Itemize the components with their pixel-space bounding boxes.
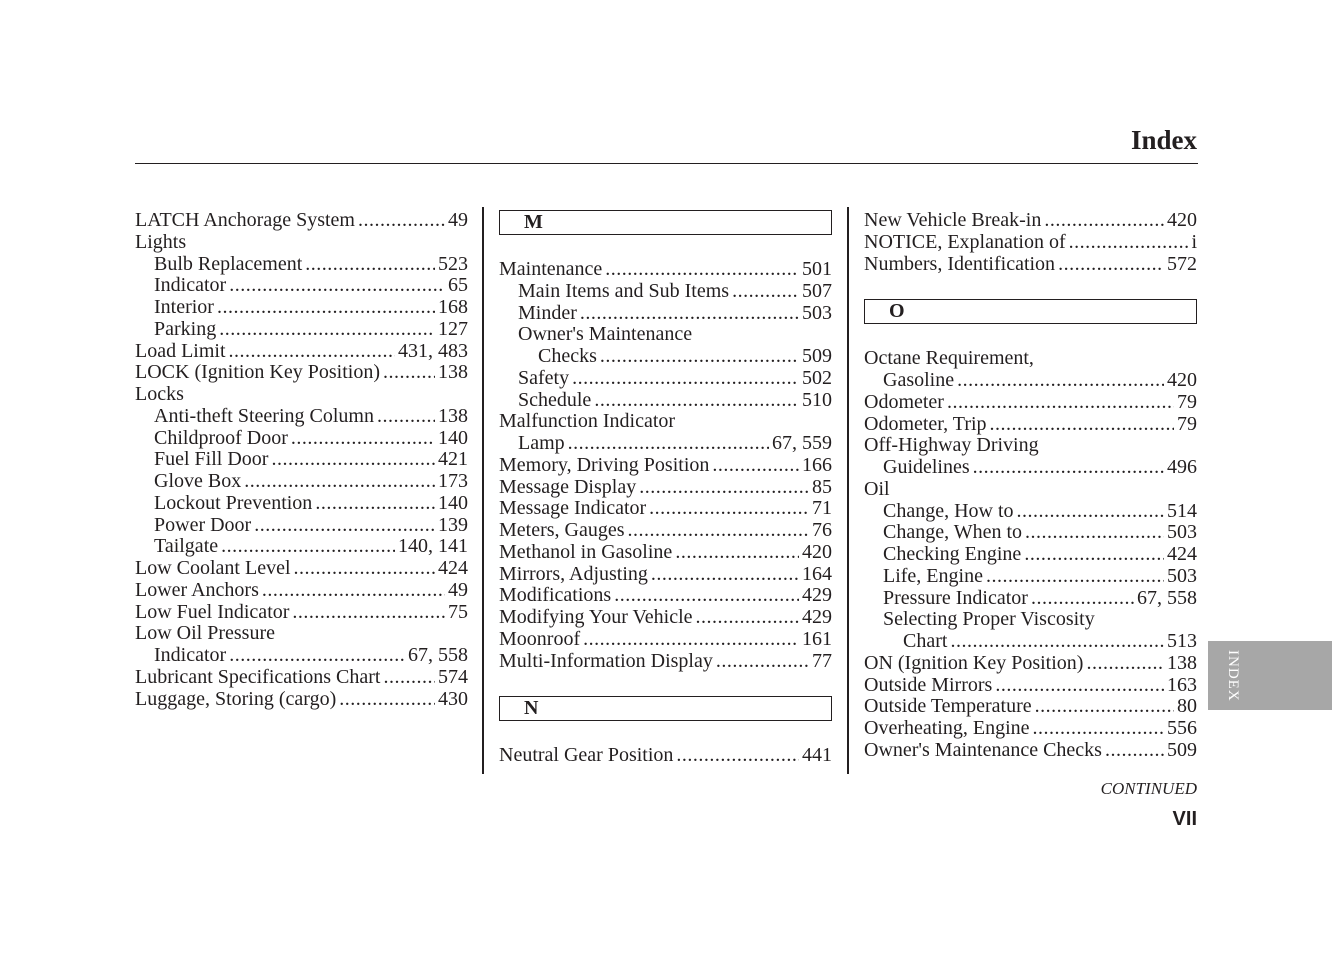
dot-leader <box>229 275 445 297</box>
entry-term: Anti-theft Steering Column <box>154 404 374 427</box>
entry-term: Message Indicator <box>499 497 647 520</box>
dot-leader <box>1105 740 1164 762</box>
entry-term: Gasoline <box>883 369 955 391</box>
dot-leader <box>594 390 799 412</box>
entry-page-ref[interactable]: 513 <box>1167 630 1197 652</box>
index-entry <box>499 411 832 433</box>
side-tab-label: INDEX <box>1225 649 1241 702</box>
page-number: VII <box>1172 808 1197 830</box>
entry-page-ref[interactable]: 67, 558 <box>408 644 468 666</box>
entry-term: Oil <box>864 477 890 500</box>
dot-leader <box>339 689 435 711</box>
dot-leader <box>990 414 1174 436</box>
entry-term: Checking Engine <box>883 543 1022 565</box>
dot-leader <box>292 602 445 624</box>
entry-page-ref[interactable]: 431, 483 <box>398 339 468 362</box>
entry-term: Interior <box>154 296 214 318</box>
section-header-m: M <box>499 210 832 235</box>
index-entry[interactable] <box>864 210 1197 232</box>
entry-term: Meters, Gauges <box>499 519 625 541</box>
index-entry[interactable] <box>135 580 468 602</box>
dot-leader <box>605 259 799 281</box>
entry-page-ref[interactable]: 574 <box>438 665 468 688</box>
entry-term: Odometer <box>864 390 944 413</box>
entry-page-ref[interactable]: 76 <box>812 519 832 541</box>
index-entry[interactable] <box>499 542 832 564</box>
dot-leader <box>383 667 435 689</box>
index-entry[interactable] <box>135 341 468 363</box>
index-entry[interactable] <box>864 414 1197 436</box>
index-entry[interactable] <box>499 433 832 455</box>
entry-term: Childproof Door <box>154 426 288 449</box>
dot-leader <box>1086 653 1164 675</box>
index-entry <box>864 435 1197 457</box>
index-entry[interactable] <box>864 370 1197 392</box>
dot-leader <box>217 297 435 319</box>
dot-leader <box>1044 210 1164 232</box>
dot-leader <box>950 631 1164 653</box>
entry-term: Fuel Fill Door <box>154 448 269 471</box>
entry-term: Main Items and Sub Items <box>518 279 730 302</box>
entry-term: LATCH Anchorage System <box>135 209 355 231</box>
entry-page-ref[interactable]: 420 <box>1167 209 1197 231</box>
entry-page-ref[interactable]: 65 <box>448 274 468 297</box>
entry-term: Off-Highway Driving <box>864 434 1039 457</box>
index-entry[interactable] <box>499 477 832 499</box>
entry-term: Change, How to <box>883 499 1014 522</box>
entry-term: Malfunction Indicator <box>499 410 676 433</box>
index-entry[interactable] <box>499 346 832 368</box>
entry-page-ref[interactable]: 501 <box>802 258 832 280</box>
spacer <box>499 235 832 259</box>
dot-leader <box>675 542 799 564</box>
dot-leader <box>229 341 395 363</box>
index-entry[interactable] <box>864 740 1197 762</box>
entry-page-ref[interactable]: 509 <box>802 345 832 367</box>
section-m-entries <box>499 259 832 672</box>
section-o-entries <box>864 348 1197 761</box>
dot-leader <box>244 471 435 493</box>
entry-page-ref[interactable]: 77 <box>812 649 832 672</box>
entry-term: Low Coolant Level <box>135 557 291 579</box>
index-entry[interactable] <box>135 406 468 428</box>
index-column-1 <box>135 210 468 710</box>
index-entry[interactable] <box>135 471 468 493</box>
index-entry[interactable] <box>499 368 832 390</box>
index-column-3 <box>864 210 1197 762</box>
side-tab-label-wrap <box>1224 641 1241 710</box>
index-entry[interactable] <box>864 457 1197 479</box>
dot-leader <box>600 346 799 368</box>
entry-page-ref[interactable]: 79 <box>1177 390 1197 413</box>
entry-page-ref[interactable]: 140 <box>438 426 468 449</box>
index-entry[interactable] <box>135 493 468 515</box>
entry-page-ref[interactable]: 140 <box>438 491 468 514</box>
dot-leader <box>716 651 809 673</box>
dot-leader <box>986 566 1164 588</box>
dot-leader <box>639 477 809 499</box>
entry-page-ref[interactable]: 523 <box>438 252 468 275</box>
spacer <box>864 275 1197 299</box>
index-entry[interactable] <box>135 667 468 689</box>
dot-leader <box>649 498 809 520</box>
entry-term: Pressure Indicator <box>883 586 1028 609</box>
entry-term: Overheating, Engine <box>864 717 1030 739</box>
dot-leader <box>580 303 799 325</box>
index-entry[interactable] <box>135 689 468 711</box>
dot-leader <box>271 449 435 471</box>
index-entry[interactable] <box>499 259 832 281</box>
entry-page-ref[interactable]: 572 <box>1167 252 1197 275</box>
entry-page-ref[interactable]: 138 <box>1167 651 1197 674</box>
entry-page-ref[interactable]: 420 <box>802 540 832 563</box>
index-entry[interactable] <box>135 275 468 297</box>
entry-page-ref[interactable]: 49 <box>448 578 468 601</box>
dot-leader <box>572 368 799 390</box>
title-rule <box>135 163 1198 164</box>
dot-leader <box>383 362 435 384</box>
continued-note: CONTINUED <box>1100 779 1197 798</box>
index-entry <box>135 623 468 645</box>
index-entry[interactable] <box>864 566 1197 588</box>
entry-term: Lamp <box>518 432 565 454</box>
index-entry[interactable] <box>135 449 468 471</box>
entry-page-ref[interactable]: 429 <box>802 606 832 628</box>
entry-page-ref[interactable]: 173 <box>438 470 468 492</box>
entry-term: Memory, Driving Position <box>499 453 710 476</box>
section-n-entries <box>499 745 832 767</box>
dot-leader <box>1058 254 1164 276</box>
index-entry[interactable] <box>135 297 468 319</box>
dot-leader <box>305 254 435 276</box>
dot-leader <box>995 675 1164 697</box>
dot-leader <box>294 558 435 580</box>
index-entry <box>864 479 1197 501</box>
dot-leader <box>712 455 799 477</box>
entry-page-ref[interactable]: 80 <box>1177 695 1197 718</box>
index-column-2 <box>499 210 832 767</box>
index-entry[interactable] <box>499 745 832 767</box>
dot-leader <box>262 580 445 602</box>
dot-leader <box>676 745 799 767</box>
section-header-n: N <box>499 696 832 721</box>
entry-term: Modifications <box>499 584 612 607</box>
dot-leader <box>973 457 1164 479</box>
entry-term: Locks <box>135 383 184 405</box>
entry-term: Tailgate <box>154 535 219 558</box>
index-entry[interactable] <box>864 501 1197 523</box>
entry-page-ref[interactable]: 509 <box>1167 738 1197 761</box>
entry-page-ref[interactable]: 424 <box>438 557 468 579</box>
entry-term: Odometer, Trip <box>864 412 987 435</box>
index-entry[interactable] <box>864 254 1197 276</box>
entry-term: Modifying Your Vehicle <box>499 606 693 628</box>
entry-page-ref[interactable]: 139 <box>438 513 468 536</box>
dot-leader <box>229 645 405 667</box>
entry-page-ref[interactable]: 503 <box>1167 564 1197 587</box>
entry-page-ref[interactable]: 502 <box>802 366 832 389</box>
dot-leader <box>291 428 435 450</box>
entry-page-ref[interactable]: 510 <box>802 388 832 411</box>
entry-page-ref[interactable]: 67, 558 <box>1137 586 1197 609</box>
index-entry[interactable] <box>135 536 468 558</box>
entry-term: Indicator <box>154 644 227 666</box>
entry-page-ref[interactable]: 424 <box>1167 543 1197 565</box>
index-entry[interactable] <box>499 455 832 477</box>
index-entry[interactable] <box>499 607 832 629</box>
index-entry[interactable] <box>135 210 468 232</box>
index-entry[interactable] <box>499 651 832 673</box>
column-divider <box>482 207 484 774</box>
index-entry[interactable] <box>499 281 832 303</box>
index-entry <box>499 324 832 346</box>
dot-leader <box>614 585 799 607</box>
entry-term: Load Limit <box>135 339 226 362</box>
entry-term: Lights <box>135 230 187 253</box>
dot-leader <box>1035 696 1174 718</box>
section-n-entries-continued <box>864 210 1197 275</box>
page-title: Index <box>1130 125 1197 155</box>
entry-term: Luggage, Storing (cargo) <box>135 687 337 710</box>
entry-term: Methanol in Gasoline <box>499 540 673 563</box>
index-entry <box>864 348 1197 370</box>
entry-page-ref[interactable]: 140, 141 <box>398 535 468 558</box>
entry-page-ref[interactable]: 166 <box>802 453 832 476</box>
entry-term: Outside Mirrors <box>864 673 993 696</box>
entry-term: Neutral Gear Position <box>499 744 674 767</box>
entry-term: Glove Box <box>154 470 242 492</box>
index-entry[interactable] <box>864 522 1197 544</box>
index-entry <box>135 384 468 406</box>
entry-page-ref[interactable]: 163 <box>1167 673 1197 696</box>
dot-leader <box>1069 232 1189 254</box>
dot-leader <box>957 370 1164 392</box>
entry-term: Change, When to <box>883 521 1023 544</box>
index-entry <box>864 609 1197 631</box>
entry-term: Maintenance <box>499 258 603 280</box>
entry-page-ref[interactable]: i <box>1191 230 1197 253</box>
section-header-o: O <box>864 299 1197 324</box>
entry-term: Numbers, Identification <box>864 252 1056 275</box>
dot-leader <box>651 564 799 586</box>
index-entry[interactable] <box>499 564 832 586</box>
dot-leader <box>583 629 799 651</box>
index-entry[interactable] <box>864 588 1197 610</box>
entry-page-ref[interactable]: 138 <box>438 361 468 384</box>
index-entry[interactable] <box>864 631 1197 653</box>
entry-term: Owner's Maintenance <box>518 323 693 346</box>
entry-term: Minder <box>518 301 577 324</box>
dot-leader <box>315 493 435 515</box>
index-entry[interactable] <box>499 303 832 325</box>
index-entry[interactable] <box>499 629 832 651</box>
entry-page-ref[interactable]: 429 <box>802 584 832 607</box>
entry-page-ref[interactable]: 71 <box>812 497 832 520</box>
entry-term: Lockout Prevention <box>154 491 313 514</box>
dot-leader <box>358 210 445 232</box>
dot-leader <box>947 392 1174 414</box>
index-entry[interactable] <box>864 392 1197 414</box>
entry-term: Lower Anchors <box>135 578 259 601</box>
entry-term: Message Display <box>499 475 637 498</box>
entry-term: Power Door <box>154 513 252 536</box>
index-entry[interactable] <box>864 675 1197 697</box>
index-entry[interactable] <box>864 232 1197 254</box>
dot-leader <box>628 520 809 542</box>
dot-leader <box>219 319 435 341</box>
index-entry[interactable] <box>864 653 1197 675</box>
entry-term: Life, Engine <box>883 564 983 587</box>
entry-page-ref[interactable]: 164 <box>802 562 832 585</box>
entry-term: Schedule <box>518 388 592 411</box>
entry-term: New Vehicle Break-in <box>864 209 1042 231</box>
index-entry[interactable] <box>135 645 468 667</box>
index-entry[interactable] <box>135 254 468 276</box>
entry-term: Chart <box>903 630 948 652</box>
index-entry[interactable] <box>864 544 1197 566</box>
entry-page-ref[interactable]: 514 <box>1167 499 1197 522</box>
spacer <box>499 672 832 696</box>
entry-term: Selecting Proper Viscosity <box>883 608 1095 631</box>
entry-page-ref[interactable]: 420 <box>1167 369 1197 391</box>
entry-page-ref[interactable]: 496 <box>1167 456 1197 478</box>
entry-page-ref[interactable]: 421 <box>438 448 468 471</box>
entry-term: Low Oil Pressure <box>135 622 275 645</box>
dot-leader <box>568 433 769 455</box>
entry-term: NOTICE, Explanation of <box>864 230 1066 253</box>
entry-page-ref[interactable]: 430 <box>438 687 468 710</box>
entry-page-ref[interactable]: 75 <box>448 600 468 623</box>
dot-leader <box>1031 588 1134 610</box>
index-entry[interactable] <box>864 718 1197 740</box>
entry-page-ref[interactable]: 503 <box>802 301 832 324</box>
dot-leader <box>221 536 395 558</box>
entry-page-ref[interactable]: 161 <box>802 627 832 650</box>
dot-leader <box>696 607 799 629</box>
entry-term: Multi-Information Display <box>499 649 713 672</box>
dot-leader <box>1025 522 1164 544</box>
dot-leader <box>732 281 799 303</box>
index-entry[interactable] <box>499 498 832 520</box>
entry-page-ref[interactable]: 138 <box>438 404 468 427</box>
entry-page-ref[interactable]: 79 <box>1177 412 1197 435</box>
dot-leader <box>1033 718 1165 740</box>
entry-term: Indicator <box>154 274 227 297</box>
column-divider <box>847 207 849 774</box>
entry-term: Parking <box>154 317 217 340</box>
index-entry[interactable] <box>135 319 468 341</box>
entry-term: Octane Requirement, <box>864 347 1034 370</box>
entry-term: LOCK (Ignition Key Position) <box>135 361 380 384</box>
entry-term: ON (Ignition Key Position) <box>864 651 1084 674</box>
entry-term: Bulb Replacement <box>154 252 303 275</box>
entry-term: Safety <box>518 366 570 389</box>
index-entry[interactable] <box>135 558 468 580</box>
entry-term: Guidelines <box>883 456 970 478</box>
dot-leader <box>1017 501 1164 523</box>
entry-page-ref[interactable]: 556 <box>1167 717 1197 739</box>
entry-term: Outside Temperature <box>864 695 1032 718</box>
dot-leader <box>254 515 435 537</box>
dot-leader <box>1024 544 1164 566</box>
entry-page-ref[interactable]: 85 <box>812 475 832 498</box>
index-entry[interactable] <box>499 585 832 607</box>
index-entry[interactable] <box>864 696 1197 718</box>
entry-page-ref[interactable]: 441 <box>802 744 832 767</box>
index-side-tab[interactable] <box>1208 641 1332 710</box>
index-entry[interactable] <box>135 602 468 624</box>
entry-page-ref[interactable]: 507 <box>802 279 832 302</box>
index-entry[interactable] <box>135 428 468 450</box>
index-entry[interactable] <box>499 520 832 542</box>
index-entry[interactable] <box>499 390 832 412</box>
spacer <box>499 721 832 745</box>
entry-page-ref[interactable]: 168 <box>438 296 468 318</box>
entry-term: Moonroof <box>499 627 581 650</box>
dot-leader <box>377 406 435 428</box>
entry-term: Low Fuel Indicator <box>135 600 290 623</box>
index-entry[interactable] <box>135 515 468 537</box>
spacer <box>864 324 1197 348</box>
entry-term: Owner's Maintenance Checks <box>864 738 1102 761</box>
entry-term: Checks <box>538 345 597 367</box>
entry-page-ref[interactable]: 67, 559 <box>772 432 832 454</box>
index-entry <box>135 232 468 254</box>
index-entry[interactable] <box>135 362 468 384</box>
entry-term: Mirrors, Adjusting <box>499 562 648 585</box>
entry-page-ref[interactable]: 127 <box>438 317 468 340</box>
entry-term: Lubricant Specifications Chart <box>135 665 381 688</box>
entry-page-ref[interactable]: 49 <box>448 209 468 231</box>
entry-page-ref[interactable]: 503 <box>1167 521 1197 544</box>
